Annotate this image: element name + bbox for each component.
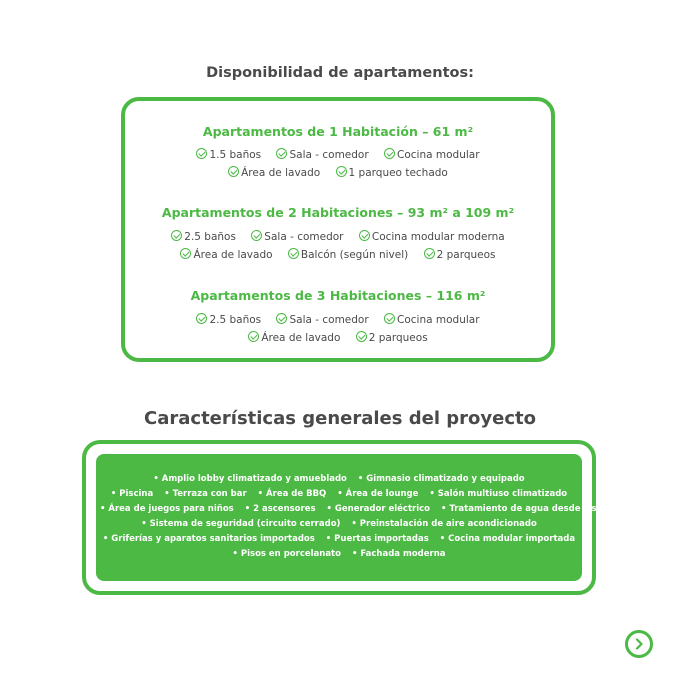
feature-item: 1.5 baños: [196, 148, 261, 161]
general-item: • Puertas importadas: [325, 534, 429, 544]
general-item: • Pisos en porcelanato: [232, 549, 341, 559]
apartment-1-features-line-1: [125, 148, 551, 161]
check-circle-icon: [359, 230, 370, 241]
general-item: • Tratamiento de agua desde cisterna: [440, 504, 623, 514]
general-item: • Cocina modular importada: [439, 534, 576, 544]
apartment-2-features-line-1: [125, 230, 551, 243]
apartments-box: [121, 97, 555, 362]
apartment-3-title: Apartamentos de 3 Habitaciones – 116 m²: [190, 288, 486, 303]
feature-item: 2.5 baños: [196, 313, 261, 326]
feature-item: Sala - comedor: [276, 313, 368, 326]
check-circle-icon: [196, 313, 207, 324]
check-circle-icon: [276, 313, 287, 324]
general-item: • Griferías y aparatos sanitarios importados: [102, 534, 315, 544]
check-circle-icon: [196, 148, 207, 159]
general-item: • Amplio lobby climatizado y amueblado: [153, 474, 347, 484]
general-line-4: [96, 519, 582, 529]
check-circle-icon: [228, 166, 239, 177]
feature-item: 2.5 baños: [171, 230, 236, 243]
check-circle-icon: [171, 230, 182, 241]
check-circle-icon: [180, 248, 191, 259]
general-outer-box: [82, 440, 623, 595]
feature-item: Balcón (según nivel): [288, 248, 408, 261]
general-item: • Piscina: [110, 489, 154, 499]
feature-item: Área de lavado: [248, 331, 340, 344]
apartment-3-features-line-2: [125, 331, 551, 344]
apartment-2-features-line-2: [125, 248, 551, 261]
apartment-1-features-line-2: [125, 166, 551, 179]
general-item: • Salón multiuso climatizado: [429, 489, 568, 499]
general-heading: Características generales del proyecto: [144, 408, 536, 429]
check-circle-icon: [276, 148, 287, 159]
general-item: • Gimnasio climatizado y equipado: [357, 474, 525, 484]
general-item: • Área de BBQ: [257, 489, 327, 499]
check-circle-icon: [251, 230, 262, 241]
feature-item: 1 parqueo techado: [336, 166, 448, 179]
general-line-6: [96, 549, 582, 559]
check-circle-icon: [356, 331, 367, 342]
general-item: • Área de lounge: [337, 489, 419, 499]
general-item: • Preinstalación de aire acondicionado: [351, 519, 537, 529]
check-circle-icon: [288, 248, 299, 259]
apartment-2-title: Apartamentos de 2 Habitaciones – 93 m² a 109 m²: [161, 205, 515, 220]
feature-item: Cocina modular: [384, 148, 480, 161]
check-circle-icon: [424, 248, 435, 259]
chevron-right-icon: [633, 638, 645, 650]
general-line-5: [96, 534, 582, 544]
feature-item: Área de lavado: [180, 248, 272, 261]
general-line-1: [96, 474, 582, 484]
feature-item: Área de lavado: [228, 166, 320, 179]
general-item: • 2 ascensores: [244, 504, 316, 514]
feature-item: 2 parqueos: [356, 331, 428, 344]
general-line-2: [96, 489, 582, 499]
general-inner-box: [96, 454, 623, 581]
general-item: • Sistema de seguridad (circuito cerrado): [141, 519, 341, 529]
check-circle-icon: [248, 331, 259, 342]
feature-item: Cocina modular moderna: [359, 230, 505, 243]
feature-item: Sala - comedor: [276, 148, 368, 161]
general-item: • Terraza con bar: [164, 489, 247, 499]
feature-item: Cocina modular: [384, 313, 480, 326]
general-item: • Área de juegos para niños: [100, 504, 234, 514]
check-circle-icon: [336, 166, 347, 177]
feature-item: 2 parqueos: [424, 248, 496, 261]
check-circle-icon: [384, 148, 395, 159]
apartment-3-features-line-1: [125, 313, 551, 326]
check-circle-icon: [384, 313, 395, 324]
apartment-1-title: Apartamentos de 1 Habitación – 61 m²: [202, 124, 474, 139]
feature-item: Sala - comedor: [251, 230, 343, 243]
availability-heading: Disponibilidad de apartamentos:: [206, 65, 474, 81]
general-item: • Fachada moderna: [351, 549, 446, 559]
next-button[interactable]: [625, 630, 653, 658]
general-item: • Generador eléctrico: [326, 504, 430, 514]
general-line-3: [96, 504, 623, 514]
